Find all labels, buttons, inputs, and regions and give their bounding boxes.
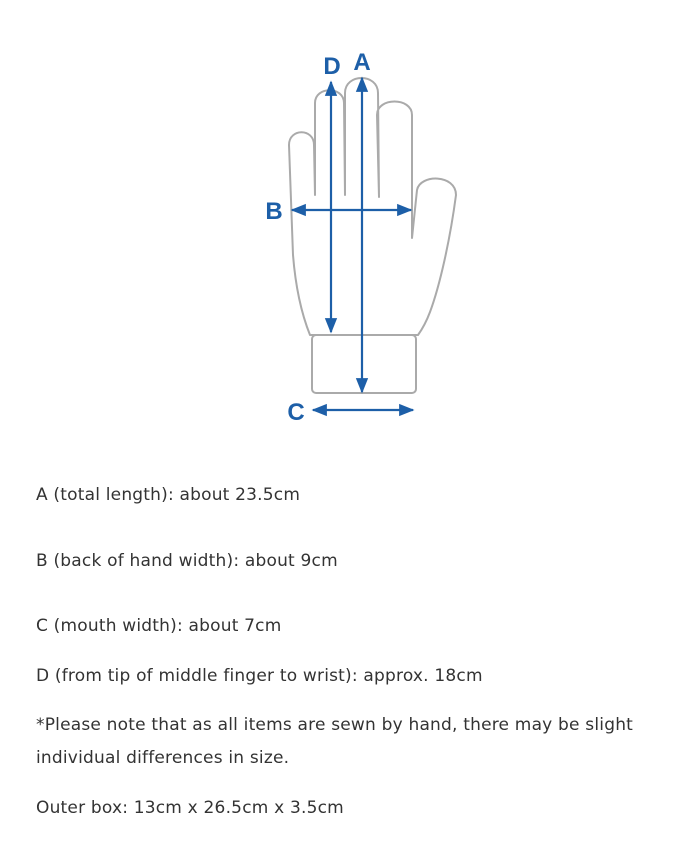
glove-cuff: [312, 335, 416, 393]
label-b: B: [265, 198, 283, 225]
label-a: A: [353, 49, 371, 76]
measurement-arrows: [292, 78, 413, 410]
outer-box-size: Outer box: 13cm x 26.5cm x 3.5cm: [36, 798, 344, 818]
spec-d-finger-to-wrist: D (from tip of middle finger to wrist): approx. 18cm: [36, 666, 483, 686]
handmade-note: *Please note that as all items are sewn by hand, there may be slight individual differences in size.: [36, 715, 634, 768]
spec-b-back-width: B (back of hand width): about 9cm: [36, 551, 338, 571]
spec-a-total-length: A (total length): about 23.5cm: [36, 485, 301, 505]
label-c: C: [287, 399, 305, 426]
spec-c-mouth-width: C (mouth width): about 7cm: [36, 616, 282, 636]
label-d: D: [323, 53, 341, 80]
glove-hand-shape: [289, 78, 456, 335]
glove-outline: [289, 78, 456, 393]
